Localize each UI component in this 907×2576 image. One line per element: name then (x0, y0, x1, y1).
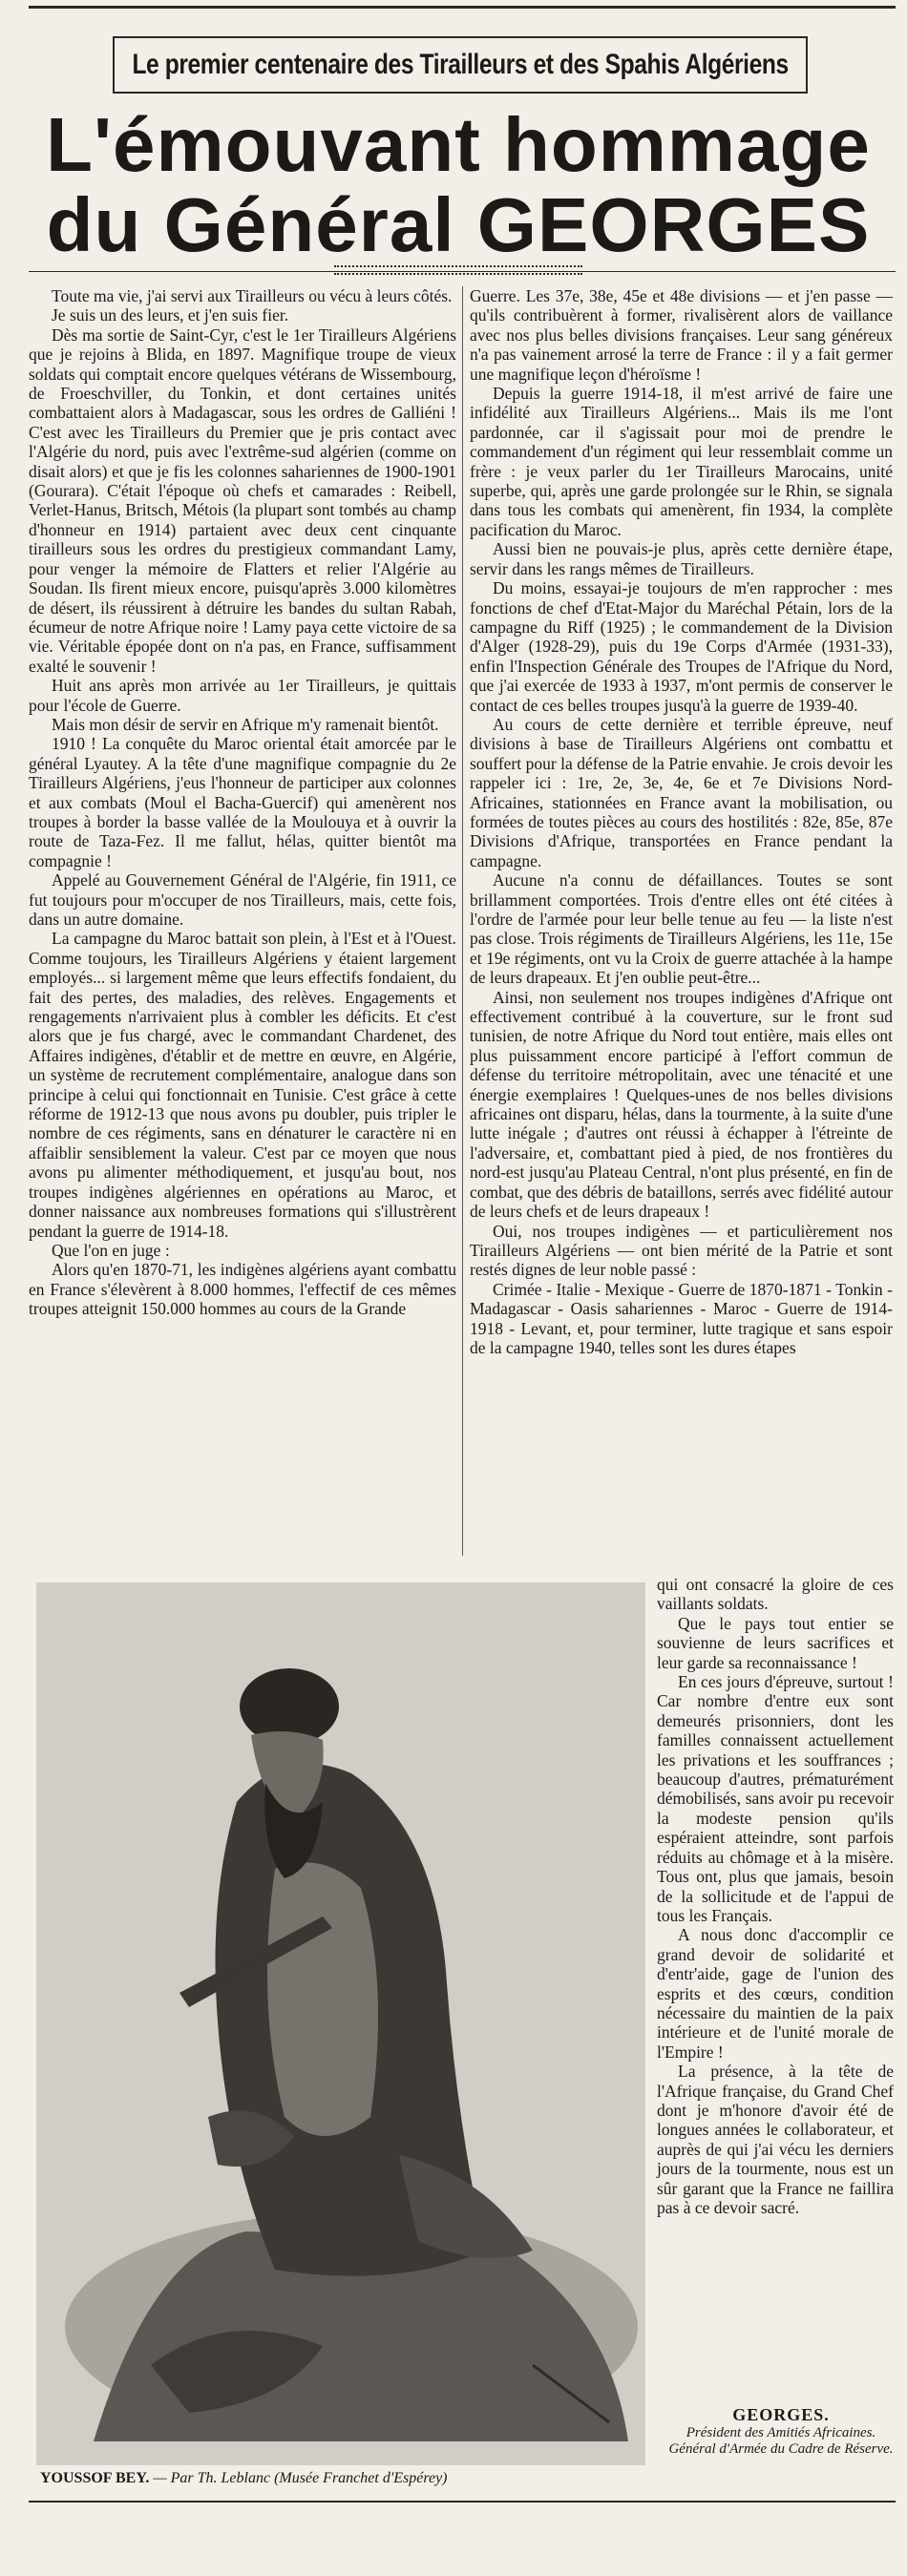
column-divider (462, 286, 463, 1556)
paragraph: La présence, à la tête de l'Afrique française, du Grand Chef dont je m'honore d'avoir été de longues années le collaborateur, et auprès de qui j'ai vécu les derniers jours de la tourmente, nous est un sûr garant que la France ne faillira pas à ce devoir sacré. (657, 2062, 894, 2217)
paragraph: Dès ma sortie de Saint-Cyr, c'est le 1er Tirailleurs Algériens que je rejoins à Blida, en 1897. Magnifique troupe de vieux soldats qui comptait encore quelques vétérans de Wissembourg, de Froeschviller, du Tonkin, et dont certaines unités combattaient alors à Madagascar, sous les ordres de Galliéni ! C'est avec les Tirailleurs du Premier que je pris contact avec l'Algérie du nord, puis avec l'extrême-sud algérien (comme on disait alors) et que je fis les colonnes sahariennes de 1900-1901 (Gourara). C'était l'époque où chefs et camarades : Reibell, Verlet-Hanus, Britsch, Métois (la plupart sont tombés au champ d'honneur en 1914) partaient avec deux cent cinquante tirailleurs sous les ordres du prestigieux commandant Lamy, pour venger la mémoire de Flatters et relier l'Algérie au Soudan. Ils firent mieux encore, puisqu'après 3.000 kilomètres de désert, ils réussirent à détruire les bandes du sultan Rabah, écumeur de notre Afrique noire ! Lamy paya cette victoire de sa vie. Véritable épopée dont on n'a pas, en France, suffisamment exalté le souvenir ! (29, 325, 456, 676)
paragraph: Alors qu'en 1870-71, les indigènes algériens ayant combattu en France s'élevèrent à 8.000 hommes, l'effectif de ces mêmes troupes atteignit 150.000 hommes au cours de la Grande (29, 1260, 456, 1319)
paragraph: Ainsi, non seulement nos troupes indigènes d'Afrique ont effectivement contribué à la couverture, sur le front sud tunisien, de notre Afrique du Nord tout entière, mais elles ont plus puissamment encore participé à l'effort commun de défense du territoire métropolitain, avec une ténacité et une énergie exemplaires ! Quelques-unes de nos belles divisions africaines ont disparu, hélas, dans la tourmente, à la suite d'une lutte inégale ; d'autres ont réussi à échapper à l'étreinte de l'adversaire, et, combattant pied à pied, de nos frontières du nord-est jusqu'au Plateau Central, n'ont plus présenté, en fin de combat, que des débris de bataillons, serrés avec fidélité autour de leurs chefs et de leurs drapeaux ! (470, 987, 893, 1222)
article-column-3 (657, 1575, 894, 2217)
paragraph: Aucune n'a connu de défaillances. Toutes se sont brillamment comportées. Trois d'entre elles ont été citées à l'ordre de l'armée pour leur belle tenue au feu — la liste n'est pas close. Trois régiments de Tirailleurs Algériens, les 11e, 15e et 19e régiments, ont vu la Croix de guerre attachée à la hampe de leurs drapeaux. Et j'en oublie peut-être... (470, 870, 893, 988)
paragraph: Crimée - Italie - Mexique - Guerre de 1870-1871 - Tonkin - Madagascar - Oasis sahariennes - Maroc - Guerre de 1914-1918 - Levant, et, pour terminer, lutte tragique et sans espoir de la campagne 1940, telles sont les dures étapes (470, 1279, 893, 1357)
paragraph: Depuis la guerre 1914-18, il m'est arrivé de faire une infidélité aux Tirailleurs Algériens... Mais ils me l'ont pardonnée, car il s'agissait pour moi de prendre le commandement d'un régiment qui leur ressemblait comme un frère : je veux parler du 1er Tirailleurs Marocains, unité superbe, qui, après une garde prolongée sur le Rhin, se signala dans tous les combats qui amenèrent, fin 1934, la complète pacification du Maroc. (470, 384, 893, 539)
signature-name: GEORGES. (732, 2405, 830, 2424)
ornament-divider (334, 265, 582, 275)
paragraph: 1910 ! La conquête du Maroc oriental était amorcée par le général Lyautey. A la tête d'une magnifique compagnie du 2e Tirailleurs Algériens, j'eus l'honneur de participer aux colonnes et aux combats (Moul el Bacha-Guercif) qui amenèrent nos troupes à border la basse vallée de la Moulouya et à ouvrir la route de Taza-Fez. Il me fallut, hélas, quitter bientôt ma compagnie ! (29, 734, 456, 870)
headline-line-2: du Général GEORGES (46, 182, 871, 267)
paragraph: Aussi bien ne pouvais-je plus, après cette dernière étape, servir dans les rangs mêmes de Tirailleurs. (470, 539, 893, 578)
kicker-banner (113, 36, 808, 94)
paragraph: Guerre. Les 37e, 38e, 45e et 48e divisions — et j'en passe — qu'ils contribuèrent à former, rivalisèrent alors de vaillance avec nos plus belles divisions françaises. Leur sang généreux n'a pas vainement arrosé la terre de France : il y a fait germer une magnifique leçon d'héroïsme ! (470, 286, 893, 384)
caption-subject: YOUSSOF BEY. (40, 2470, 150, 2486)
paragraph: Du moins, essayai-je toujours de m'en rapprocher : mes fonctions de chef d'Etat-Major du Maréchal Pétain, lors de la campagne du Riff (1925) ; le commandement de la Division d'Alger (1928-29), puis du 19e Corps d'Armée (1931-33), enfin l'Inspection Générale des Troupes de l'Afrique du Nord, que j'ai exercée de 1933 à 1937, m'ont permis de conserver le contact de ces belles troupes jusqu'à la guerre de 1939-40. (470, 578, 893, 715)
top-rule (29, 6, 896, 9)
headline (38, 102, 878, 267)
paragraph: Au cours de cette dernière et terrible épreuve, neuf divisions à base de Tirailleurs Algériens ont combattu et souffert pour la défense de la Patrie envahie. Je crois devoir les rappeler ici : 1re, 2e, 3e, 4e, 6e et 7e Divisions Nord-Africaines, stationnées en France avant la mobilisation, ou formées de toutes pièces au cours des hostilités : 82e, 85e, 87e Divisions d'Afrique, transportées en France pendant la campagne. (470, 714, 893, 870)
photo-caption (40, 2470, 651, 2487)
paragraph: qui ont consacré la gloire de ces vaillants soldats. (657, 1575, 894, 1614)
youssof-bey-drawing (36, 1582, 645, 2465)
caption-credit: — Par Th. Leblanc (Musée Franchet d'Espérey) (149, 2470, 448, 2486)
headline-line-1: L'émouvant hommage (46, 102, 871, 187)
paragraph: A nous donc d'accomplir ce grand devoir de solidarité et d'entr'aide, gage de l'union des esprits et des cœurs, condition nécessaire du maintien de la paix intérieure et de l'unité morale de l'Empire ! (657, 1925, 894, 2062)
signature-title-1: Président des Amitiés Africaines. (686, 2425, 876, 2440)
paragraph: La campagne du Maroc battait son plein, à l'Est et à l'Ouest. Comme toujours, les Tirailleurs Algériens y étaient largement employés... si largement même que leurs effectifs fondaient, du fait des pertes, des maladies, des relèves. Engagements et rengagements n'arrivaient plus à combler les déficits. Et c'est alors que je fus chargé, avec le commandant Chardenet, des Affaires indigènes, d'établir et de mettre en œuvre, en Algérie, un système de recrutement complémentaire, analogue dans son principe à celui qui fonctionnait en Tunisie. C'est grâce à cette réforme de 1912-13 que nous avons pu doubler, puis tripler le nombre de ces régiments, sans en dénaturer le caractère ni en affaiblir sensiblement la valeur. C'est par ce moyen que nous avons pu alimenter méthodiquement, et jusqu'au bout, nos troupes indigènes algériennes en opérations au Maroc, et donner naissance aux nombreuses formations qui s'illustrèrent pendant la guerre de 1914-18. (29, 929, 456, 1241)
paragraph: Mais mon désir de servir en Afrique m'y ramenait bientôt. (52, 714, 439, 734)
article-column-2 (470, 286, 893, 1357)
bottom-rule (29, 2501, 896, 2503)
paragraph: Je suis un des leurs, et j'en suis fier. (52, 305, 289, 325)
kicker-text: Le premier centenaire des Tirailleurs et des Spahis Algériens (132, 49, 789, 80)
paragraph: Que l'on en juge : (52, 1240, 170, 1260)
paragraph: Que le pays tout entier se souvienne de leurs sacrifices et leur garde sa reconnaissance ! (657, 1613, 894, 1672)
paragraph: Oui, nos troupes indigènes — et particulièrement nos Tirailleurs Algériens — ont bien mérité de la Patrie et sont restés dignes de leur noble passé : (470, 1221, 893, 1280)
paragraph: En ces jours d'épreuve, surtout ! Car nombre d'entre eux sont demeurés prisonniers, dont les familles connaissent actuellement les privations et les souffrances ; beaucoup d'autres, prématurément démobilisés, sans avoir pu recevoir la modeste pension qu'ils espéraient atteindre, sont parfois réduits au chômage et à la misère. Tous ont, plus que jamais, besoin de la sollicitude et de l'appui de tous les Français. (657, 1672, 894, 1925)
paragraph: Huit ans après mon arrivée au 1er Tirailleurs, je quittais pour l'école de Guerre. (29, 676, 456, 715)
article-column-1 (29, 286, 456, 1319)
paragraph: Toute ma vie, j'ai servi aux Tirailleurs ou vécu à leurs côtés. (52, 286, 453, 305)
portrait-illustration (36, 1582, 645, 2465)
paragraph: Appelé au Gouvernement Général de l'Algérie, fin 1911, ce fut toujours pour m'occuper de nos Tirailleurs, mais, cette fois, dans un autre domaine. (29, 870, 456, 929)
signature-block (668, 2405, 894, 2458)
signature-title-2: Général d'Armée du Cadre de Réserve. (668, 2441, 894, 2457)
